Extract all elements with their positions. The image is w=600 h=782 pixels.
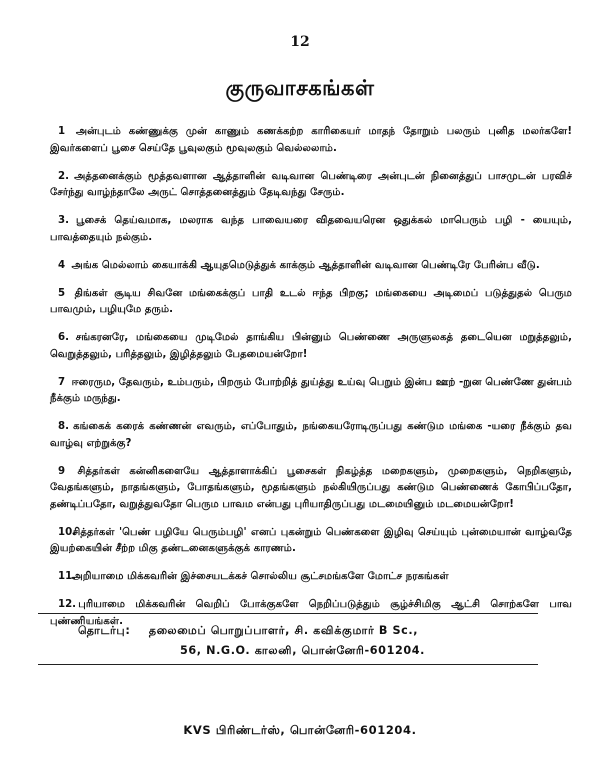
saying-number: 10. <box>58 526 77 538</box>
page-title: குருவாசகங்கள் <box>225 76 375 100</box>
divider-top <box>38 613 538 614</box>
saying-number: 5 <box>58 287 66 299</box>
saying-number: 4 <box>58 259 66 271</box>
saying-item <box>50 124 572 157</box>
saying-text: ஈரைரும, தேவரும், உம்பரும், பிறரும் போற்றித் துய்த்து உய்வு பெறும் இன்ப ஊற் -றுன பெண்ணே துன்பம் நீக்கும் மருந்து. <box>50 376 572 404</box>
saying-number: 8. <box>58 421 69 432</box>
saying-text: புரியாமை மிக்கவரின் வெறிப் போக்குகளே நெறிப்படுத்தும் சூழ்ச்சிமிகு ஆட்சி சொற்களே பாவ புண்ணியங்கள். <box>50 599 573 627</box>
saying-text: சங்கரனரே, மங்கையை முடிமேல் தாங்கிய பின்னும் பெண்ணை அருளுலகத் தடையென மறுத்தலும், வெறுத்தலும், பரித்தலும், இழித்தலும் பேதமையன்றோ! <box>50 332 572 360</box>
saying-item <box>50 330 572 363</box>
saying-number: 3. <box>58 215 69 226</box>
saying-text: கங்கைக் கரைக் கண்ணன் எவரும், எப்போதும், நங்கையரோடிருப்பது கண்டும மங்கை -யரை நீக்கும் தவ வாழ்வு எற்றுக்கு? <box>50 421 573 449</box>
contact-line-1 <box>78 624 418 639</box>
contact-person: தலைமைப் பொறுப்பாளர், சி. கவிக்குமார் B Sc., <box>148 624 419 637</box>
saying-number: 6. <box>58 332 69 343</box>
saying-item <box>50 169 572 202</box>
contact-address: 56, N.G.O. காலனி, பொன்னேரி-601204. <box>180 644 425 657</box>
saying-item <box>50 213 572 246</box>
divider-bottom <box>38 664 538 665</box>
saying-number: 7 <box>58 376 66 388</box>
saying-text: சித்தர்கள் 'பெண் பழியே பெரும்பழி' எனப் புகன்றும் பெண்களை இழிவு செய்யும் புன்மையான் வாழ்வதே இயற்கையின் சீற்ற மிகு தண்டனைகளுக்குக் காரணம். <box>50 526 572 554</box>
saying-number: 9 <box>58 465 66 477</box>
saying-text: அன்புடம் கண்ணுக்கு முன் காணும் கணக்கற்ற காரிகையர் மாதந் தோறும் பலரும் புனித மலர்களே! இவர்களைப் பூசை செய்தே பூவுலகும் மூவுலகும் வெல்லலாம். <box>50 126 573 154</box>
saying-item <box>50 569 572 586</box>
saying-text: அங்க மெல்லாம் கையாக்கி ஆயுதமெடுத்துக் காக்கும் ஆத்தாளின் வடிவான பெண்டிரே பேரின்ப வீடு. <box>71 259 540 271</box>
sayings-list <box>50 124 572 642</box>
saying-number: 12. <box>58 599 77 610</box>
saying-text: பூசைக் தெய்வமாக, மலராக வந்த பாவையரை விதவையரென ஒதுக்கல் மாபெரும் பழி - யையும், பாவத்தையும் நல்கும். <box>50 215 573 243</box>
saying-number: 1 <box>58 126 66 137</box>
saying-item <box>50 464 572 514</box>
saying-text: அறியாமை மிக்கவரின் இச்சையடக்கச் சொல்லிய சூட்சமங்களே மோட்ச நரகங்கள் <box>71 571 449 582</box>
saying-text: சித்தர்கள் கன்னிகளையே ஆத்தாளாக்கிப் பூசைகள் நிகழ்த்த மறைகளும், முறைகளும், நெறிகளும், வேதங்களும், நாதங்களும், போதங்களும், மூதங்களும் நல்கியிருப்பது கண்டும பெண்ணைக் கோபிப்பதோ, தண்டிப்பதோ, வறுத்துவதோ பெரும பாவம என்பது புரியாதிருப்பது மடமையினும் மடமையன்றோ! <box>50 465 573 510</box>
saying-item <box>50 419 572 452</box>
saying-item <box>50 525 572 558</box>
saying-item <box>50 258 572 275</box>
saying-item <box>50 286 572 319</box>
page-number: 12 <box>290 34 310 50</box>
saying-number: 2. <box>58 170 69 182</box>
saying-text: திங்கள் சூடிய சிவனே மங்கைக்குப் பாதி உடல் ஈந்த பிறகு; மங்கையை அடிமைப் படுத்துதல் பெரும பாவமும், பழியுமே தரும். <box>50 287 572 315</box>
saying-text: அத்தனைக்கும் மூத்தவளான ஆத்தாளின் வடிவான பெண்டிரை அன்புடன் நினைத்துப் பாசமுடன் பரவிச் சேர்ந்து வாழ்ந்தாலே அருட் சொத்தனைத்தும் தேடிவந்து சேரும். <box>50 170 573 198</box>
contact-label: தொடர்பு: <box>78 624 131 637</box>
saying-number: 11. <box>58 571 77 582</box>
saying-item <box>50 375 572 408</box>
printer-imprint: KVS பிரிண்டர்ஸ், பொன்னேரி-601204. <box>183 723 417 737</box>
